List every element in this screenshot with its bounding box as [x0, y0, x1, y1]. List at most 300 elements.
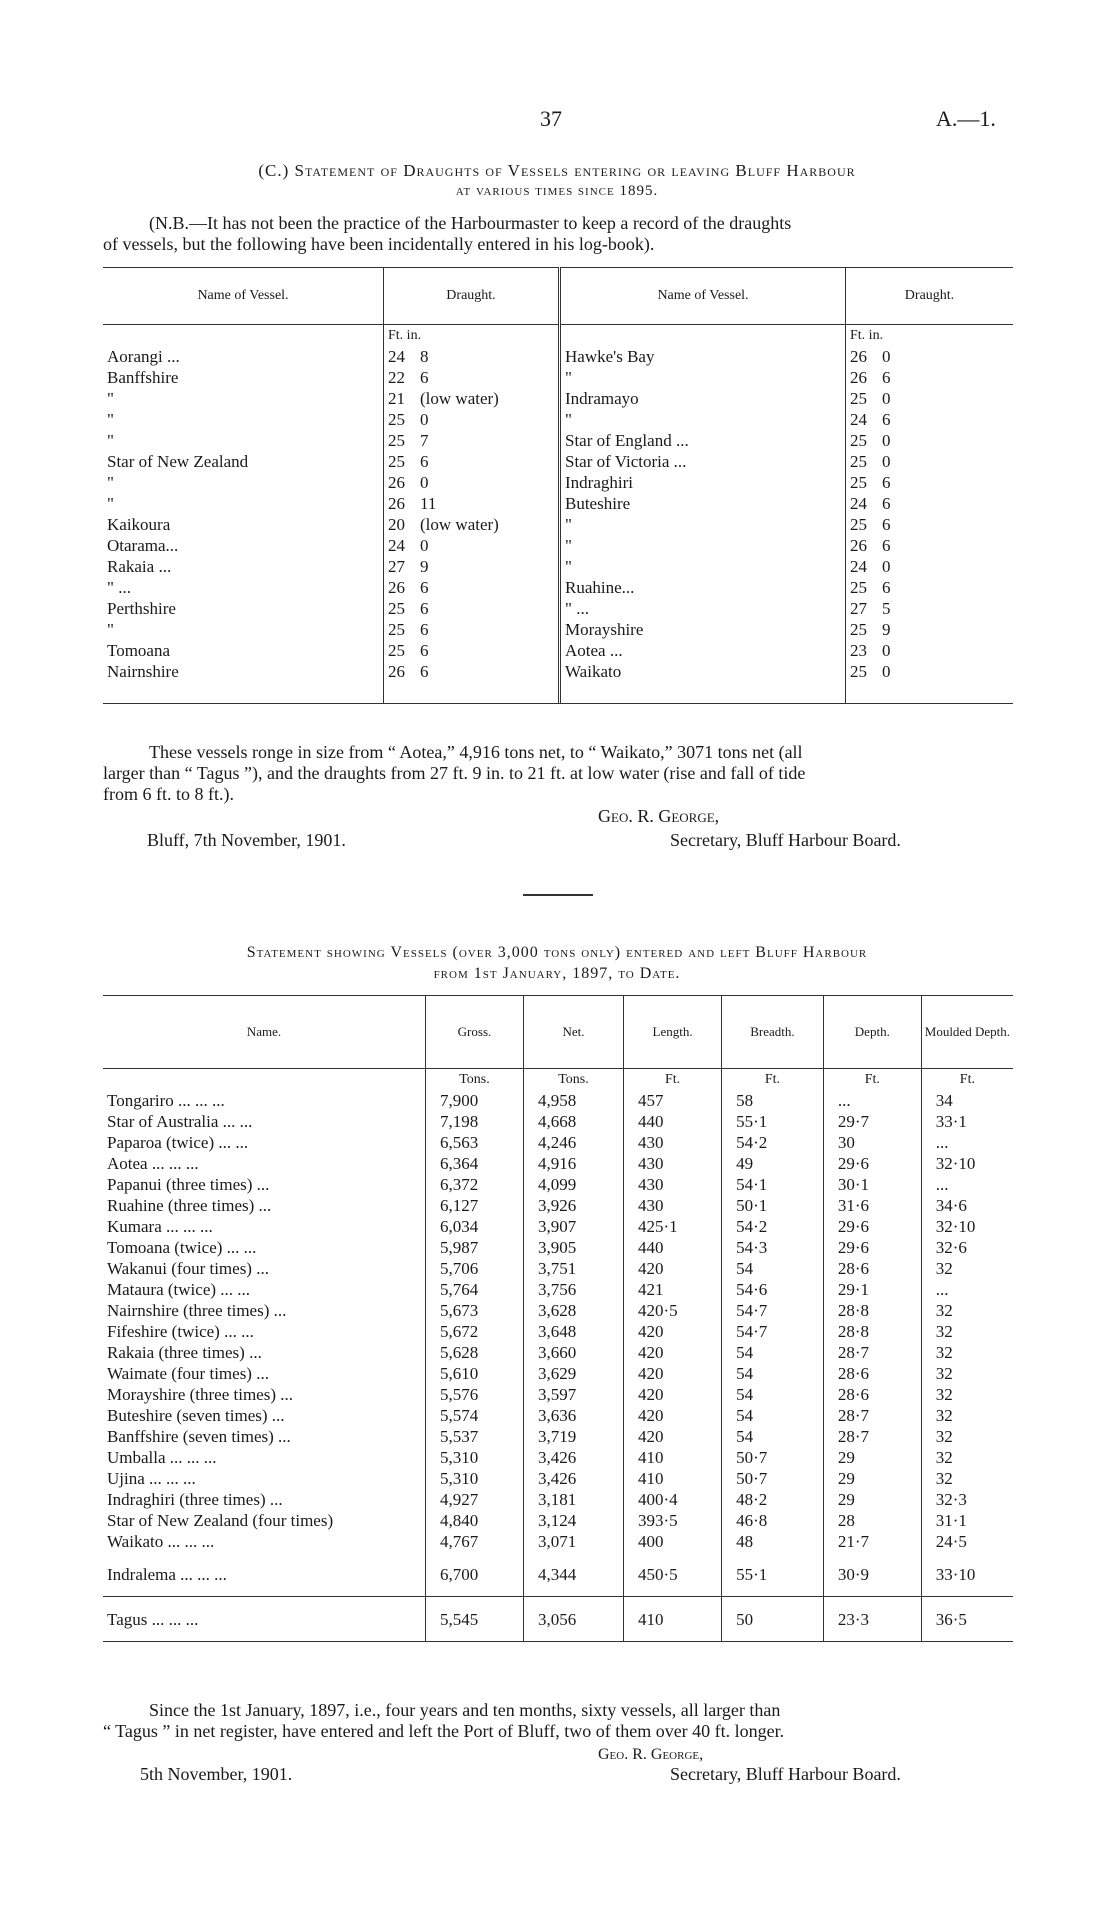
draught-value	[384, 535, 560, 556]
cell-moulded: 32	[935, 1427, 953, 1446]
draught-feet: 24	[850, 410, 867, 429]
cell-depth: 28·6	[823, 1363, 921, 1384]
vessel-row	[103, 1279, 1013, 1300]
vessel-name	[560, 577, 846, 598]
cell-gross: 6,034	[425, 1216, 523, 1237]
draught-inches: (low water)	[420, 389, 499, 408]
draught-inches: 6	[882, 368, 891, 387]
draught-row	[103, 619, 1013, 640]
cell-name: Star of Australia ... ...	[103, 1111, 425, 1132]
cell-length: 420	[624, 1321, 722, 1342]
cell-breadth: 54·7	[722, 1321, 824, 1342]
summary1-line3: from 6 ft. to 8 ft.).	[103, 784, 234, 804]
vessel-row	[103, 1237, 1013, 1258]
cell-name: Umballa ... ... ...	[103, 1447, 425, 1468]
draught-value	[846, 451, 1014, 472]
draught-inches: 6	[420, 452, 429, 471]
draught-inches: 0	[420, 536, 429, 555]
draught-inches: 11	[420, 494, 437, 513]
cell-depth: 30·1	[823, 1174, 921, 1195]
cell-net: 3,905	[524, 1237, 624, 1258]
draught-inches: 6	[882, 473, 891, 492]
cell-name: Banffshire (seven times) ...	[103, 1426, 425, 1447]
cell-moulded: 34·6	[935, 1196, 967, 1215]
cell-name: Tomoana (twice) ... ...	[103, 1237, 425, 1258]
draught-feet: 25	[388, 431, 405, 450]
vessel-name-text: Star of New Zealand	[107, 452, 249, 471]
cell-net: 4,099	[524, 1174, 624, 1195]
cell-breadth: 50·7	[722, 1468, 824, 1489]
cell-moulded: 32	[935, 1301, 953, 1320]
draught-value	[384, 640, 560, 661]
draught-feet: 22	[388, 368, 405, 387]
vessel-row	[103, 1195, 1013, 1216]
vessel-name	[103, 451, 384, 472]
draught-inches: 0	[882, 557, 891, 576]
cell-breadth: 54·7	[722, 1300, 824, 1321]
vessel-name	[560, 388, 846, 409]
cell-moulded: 32	[935, 1364, 953, 1383]
draught-feet: 25	[388, 620, 405, 639]
cell-gross: 4,767	[425, 1531, 523, 1552]
vessel-row	[103, 1174, 1013, 1195]
document-reference: A.—1.	[936, 106, 996, 131]
cell-moulded: 36·5	[935, 1609, 967, 1629]
cell-breadth: 48	[722, 1531, 824, 1552]
cell-net: 3,719	[524, 1426, 624, 1447]
cell-name: Waimate (four times) ...	[103, 1363, 425, 1384]
vessel-name-text: Otarama...	[107, 536, 179, 555]
vessel-name	[103, 367, 384, 388]
draught-feet: 24	[388, 536, 405, 555]
draught-value	[384, 367, 560, 388]
cell-breadth: 55·1	[722, 1111, 824, 1132]
cell-moulded: 32	[935, 1469, 953, 1488]
draught-value	[846, 661, 1014, 682]
cell-depth: 28·6	[823, 1258, 921, 1279]
vessel-name	[560, 640, 846, 661]
draught-feet: 25	[850, 452, 867, 471]
cell-name: Indraghiri (three times) ...	[103, 1489, 425, 1510]
draught-row	[103, 514, 1013, 535]
vessel-row	[103, 1426, 1013, 1447]
section1-signatory: Geo. R. George,	[598, 806, 720, 826]
draught-value	[846, 598, 1014, 619]
cell-moulded: 32·10	[935, 1217, 976, 1236]
vessel-name-text: Waikato	[565, 662, 622, 681]
vessel-name	[103, 493, 384, 514]
page-number: 37	[540, 106, 562, 131]
cell-length: 410	[624, 1447, 722, 1468]
vessel-name	[560, 535, 846, 556]
draught-feet: 26	[388, 578, 405, 597]
vessel-row	[103, 1321, 1013, 1342]
cell-depth: 23·3	[823, 1607, 921, 1631]
cell-depth: 29·6	[823, 1153, 921, 1174]
section2-signatory-title: Secretary, Bluff Harbour Board.	[670, 1764, 901, 1784]
cell-depth: ...	[823, 1090, 921, 1111]
cell-name: Ujina ... ... ...	[103, 1468, 425, 1489]
draught-row	[103, 556, 1013, 577]
unit-depth: Ft.	[823, 1069, 921, 1091]
vessel-name-text: "	[107, 410, 114, 429]
draught-value	[846, 640, 1014, 661]
vessel-name	[560, 556, 846, 577]
cell-net: 3,597	[524, 1384, 624, 1405]
cell-gross: 5,672	[425, 1321, 523, 1342]
cell-net: 3,751	[524, 1258, 624, 1279]
cell-length: 400·4	[624, 1489, 722, 1510]
draught-inches: 6	[420, 578, 429, 597]
cell-breadth: 46·8	[722, 1510, 824, 1531]
draught-row	[103, 493, 1013, 514]
cell-breadth: 54·3	[722, 1237, 824, 1258]
cell-length: 420	[624, 1426, 722, 1447]
draught-value	[846, 346, 1014, 367]
cell-name: Ruahine (three times) ...	[103, 1195, 425, 1216]
draught-feet: 25	[850, 515, 867, 534]
cell-length: 440	[624, 1237, 722, 1258]
cell-depth: 29	[823, 1489, 921, 1510]
draught-inches: 0	[882, 431, 891, 450]
cell-net: 3,628	[524, 1300, 624, 1321]
col-moulded-depth: Moulded Depth.	[924, 1024, 1010, 1039]
cell-length: 430	[624, 1195, 722, 1216]
note-line2: of vessels, but the following have been incidentally entered in his log-book).	[103, 234, 655, 254]
vessel-name-text: Indramayo	[565, 389, 639, 408]
vessel-name	[103, 556, 384, 577]
draught-feet: 25	[388, 599, 405, 618]
vessel-name-text: Buteshire	[565, 494, 631, 513]
cell-gross: 5,610	[425, 1363, 523, 1384]
summary1-line1: These vessels ronge in size from “ Aotea,” 4,916 tons net, to “ Waikato,” 3071 tons net (all	[149, 742, 803, 762]
draught-row	[103, 451, 1013, 472]
cell-net: 3,636	[524, 1405, 624, 1426]
vessel-name-text: "	[107, 494, 114, 513]
cell-name: Star of New Zealand (four times)	[103, 1510, 425, 1531]
vessel-name	[103, 577, 384, 598]
draught-row	[103, 661, 1013, 682]
draught-value	[384, 346, 560, 367]
draught-inches: 9	[420, 557, 429, 576]
vessel-name	[103, 640, 384, 661]
vessel-row	[103, 1562, 1013, 1586]
cell-length: 400	[624, 1531, 722, 1552]
draught-inches: 6	[420, 599, 429, 618]
cell-length: 430	[624, 1174, 722, 1195]
draught-feet: 26	[850, 536, 867, 555]
draught-row	[103, 535, 1013, 556]
unit-net: Tons.	[524, 1069, 624, 1091]
cell-breadth: 48·2	[722, 1489, 824, 1510]
cell-gross: 6,127	[425, 1195, 523, 1216]
vessel-name-text: Banffshire	[107, 368, 179, 387]
draught-inches: 0	[882, 389, 891, 408]
draught-feet: 26	[388, 662, 405, 681]
summary2-line1: Since the 1st January, 1897, i.e., four years and ten months, sixty vessels, all larger than	[149, 1700, 781, 1720]
cell-moulded: 32·3	[935, 1490, 967, 1509]
cell-moulded: 33·1	[935, 1112, 967, 1131]
draught-inches: 6	[882, 578, 891, 597]
cell-net: 4,246	[524, 1132, 624, 1153]
cell-net: 3,660	[524, 1342, 624, 1363]
cell-length: 440	[624, 1111, 722, 1132]
cell-name: Buteshire (seven times) ...	[103, 1405, 425, 1426]
draught-value	[384, 598, 560, 619]
col-draught: Draught.	[384, 268, 560, 325]
draught-value	[384, 514, 560, 535]
vessel-name-text: Morayshire	[565, 620, 644, 639]
cell-length: 450·5	[624, 1562, 722, 1586]
vessel-name	[103, 661, 384, 682]
vessel-name-text: Aorangi ...	[107, 347, 180, 366]
vessel-name-text: Indraghiri	[565, 473, 633, 492]
cell-net: 3,926	[524, 1195, 624, 1216]
cell-moulded: 32	[935, 1448, 953, 1467]
draught-feet: 23	[850, 641, 867, 660]
vessel-row	[103, 1090, 1013, 1111]
draught-value	[384, 451, 560, 472]
draught-row	[103, 472, 1013, 493]
cell-name: Rakaia (three times) ...	[103, 1342, 425, 1363]
vessel-name-text: "	[107, 431, 114, 450]
cell-name: Kumara ... ... ...	[103, 1216, 425, 1237]
cell-net: 3,426	[524, 1447, 624, 1468]
cell-moulded: 32	[935, 1406, 953, 1425]
section1-title-line2: at various times since 1895.	[455, 183, 659, 199]
vessel-name-text: " ...	[107, 578, 131, 597]
col-name-vessel-2: Name of Vessel.	[560, 268, 846, 325]
draught-feet: 25	[850, 620, 867, 639]
cell-depth: 30·9	[823, 1562, 921, 1586]
cell-moulded: ...	[935, 1280, 949, 1299]
cell-net: 3,756	[524, 1279, 624, 1300]
cell-moulded: 32	[935, 1322, 953, 1341]
draught-value	[384, 472, 560, 493]
section2-summary	[103, 1700, 1013, 1742]
draught-feet: 25	[850, 662, 867, 681]
section-divider	[523, 894, 593, 896]
unit-moulded: Ft.	[959, 1072, 975, 1087]
draught-feet: 24	[388, 347, 405, 366]
cell-length: 420	[624, 1342, 722, 1363]
cell-moulded: 32	[935, 1259, 953, 1278]
draught-feet: 24	[850, 494, 867, 513]
vessel-name	[560, 493, 846, 514]
vessel-row	[103, 1342, 1013, 1363]
vessel-name-text: Tomoana	[107, 641, 171, 660]
draught-value	[846, 430, 1014, 451]
section2-place-date: 5th November, 1901.	[140, 1764, 293, 1784]
cell-name: Indralema ... ... ...	[103, 1562, 425, 1586]
unit-length: Ft.	[624, 1069, 722, 1091]
draught-value	[846, 577, 1014, 598]
col-draught-2: Draught.	[904, 288, 955, 303]
cell-breadth: 54·6	[722, 1279, 824, 1300]
cell-gross: 5,764	[425, 1279, 523, 1300]
vessel-name-text: Rakaia ...	[107, 557, 172, 576]
section2-signatory: Geo. R. George,	[598, 1746, 704, 1763]
draught-value	[846, 493, 1014, 514]
draught-value	[384, 619, 560, 640]
cell-gross: 5,574	[425, 1405, 523, 1426]
draught-row	[103, 577, 1013, 598]
cell-name: Nairnshire (three times) ...	[103, 1300, 425, 1321]
draught-inches: 0	[882, 452, 891, 471]
vessel-row	[103, 1510, 1013, 1531]
draught-inches: 7	[420, 431, 429, 450]
draught-feet: 21	[388, 389, 405, 408]
draught-value	[846, 367, 1014, 388]
draught-value	[384, 493, 560, 514]
unit-gross: Tons.	[425, 1069, 523, 1091]
cell-breadth: 50	[722, 1607, 824, 1631]
draught-inches: (low water)	[420, 515, 499, 534]
vessel-name	[103, 535, 384, 556]
cell-name: Waikato ... ... ...	[103, 1531, 425, 1552]
draught-value	[846, 472, 1014, 493]
vessel-name	[103, 388, 384, 409]
vessel-name-text: "	[107, 620, 114, 639]
vessel-name-text: Star of Victoria ...	[565, 452, 687, 471]
draught-row	[103, 640, 1013, 661]
vessel-row	[103, 1153, 1013, 1174]
cell-gross: 5,706	[425, 1258, 523, 1279]
draught-feet: 25	[850, 473, 867, 492]
col-net: Net.	[524, 996, 624, 1069]
draught-inches: 9	[882, 620, 891, 639]
col-depth: Depth.	[823, 996, 921, 1069]
cell-name: Tagus ... ... ...	[103, 1607, 425, 1631]
draught-feet: 25	[850, 578, 867, 597]
draughts-table	[103, 267, 1013, 704]
cell-length: 410	[624, 1468, 722, 1489]
cell-length: 421	[624, 1279, 722, 1300]
cell-length: 410	[624, 1607, 722, 1631]
cell-moulded: 32	[935, 1385, 953, 1404]
cell-gross: 5,310	[425, 1447, 523, 1468]
draught-value	[846, 619, 1014, 640]
draught-row	[103, 346, 1013, 367]
draught-feet: 27	[388, 557, 405, 576]
section1-title	[100, 160, 1014, 202]
vessel-row	[103, 1447, 1013, 1468]
draught-row	[103, 367, 1013, 388]
draught-value	[384, 388, 560, 409]
vessel-name	[560, 661, 846, 682]
cell-gross: 4,927	[425, 1489, 523, 1510]
cell-moulded: 32·10	[935, 1154, 976, 1173]
draught-feet: 27	[850, 599, 867, 618]
vessel-name	[103, 598, 384, 619]
draught-inches: 6	[882, 494, 891, 513]
vessel-name-text: Nairnshire	[107, 662, 179, 681]
cell-net: 3,124	[524, 1510, 624, 1531]
draught-value	[384, 430, 560, 451]
vessel-row	[103, 1363, 1013, 1384]
cell-length: 430	[624, 1153, 722, 1174]
draught-inches: 0	[882, 662, 891, 681]
vessel-name	[103, 346, 384, 367]
cell-length: 420	[624, 1258, 722, 1279]
draught-row	[103, 388, 1013, 409]
vessel-name	[560, 472, 846, 493]
cell-depth: 30	[823, 1132, 921, 1153]
vessel-name-text: "	[565, 410, 572, 429]
draught-inches: 6	[420, 662, 429, 681]
cell-name: Morayshire (three times) ...	[103, 1384, 425, 1405]
cell-net: 3,648	[524, 1321, 624, 1342]
vessel-name-text: Kaikoura	[107, 515, 171, 534]
draught-feet: 26	[388, 494, 405, 513]
cell-gross: 6,372	[425, 1174, 523, 1195]
cell-name: Fifeshire (twice) ... ...	[103, 1321, 425, 1342]
draught-inches: 6	[882, 536, 891, 555]
col-breadth: Breadth.	[722, 996, 824, 1069]
draught-inches: 6	[882, 515, 891, 534]
cell-length: 420·5	[624, 1300, 722, 1321]
section1-place-date: Bluff, 7th November, 1901.	[147, 830, 346, 850]
draught-value	[384, 577, 560, 598]
cell-depth: 28·8	[823, 1300, 921, 1321]
cell-depth: 29·6	[823, 1216, 921, 1237]
cell-depth: 29·1	[823, 1279, 921, 1300]
cell-net: 4,958	[524, 1090, 624, 1111]
draught-inches: 0	[420, 410, 429, 429]
draught-feet: 26	[388, 473, 405, 492]
cell-breadth: 54·1	[722, 1174, 824, 1195]
cell-moulded: ...	[935, 1133, 949, 1152]
draught-feet: 26	[850, 368, 867, 387]
cell-length: 457	[624, 1090, 722, 1111]
cell-depth: 29·6	[823, 1237, 921, 1258]
unit-ft-in: Ft. in.	[384, 325, 560, 347]
draught-value	[384, 409, 560, 430]
col-name-vessel: Name of Vessel.	[103, 268, 384, 325]
section2-title-line1: Statement showing Vessels (over 3,000 tons only) entered and left Bluff Harbour	[246, 944, 868, 961]
cell-breadth: 54	[722, 1426, 824, 1447]
vessel-name	[103, 619, 384, 640]
cell-moulded: 24·5	[935, 1532, 967, 1551]
cell-moulded: 34	[935, 1091, 953, 1110]
cell-net: 3,056	[524, 1607, 624, 1631]
cell-breadth: 50·1	[722, 1195, 824, 1216]
cell-name: Wakanui (four times) ...	[103, 1258, 425, 1279]
note-line1: (N.B.—It has not been the practice of the Harbourmaster to keep a record of the draughts	[149, 213, 792, 233]
cell-breadth: 54	[722, 1405, 824, 1426]
draught-feet: 25	[850, 389, 867, 408]
section1-summary	[103, 742, 1013, 805]
draught-value	[846, 535, 1014, 556]
section1-title-line1: (C.) Statement of Draughts of Vessels entering or leaving Bluff Harbour	[258, 161, 856, 180]
draught-feet: 25	[388, 641, 405, 660]
cell-length: 420	[624, 1363, 722, 1384]
cell-breadth: 54	[722, 1384, 824, 1405]
section2-title-line2: from 1st January, 1897, to Date.	[433, 965, 681, 982]
vessel-name-text: Aotea ...	[565, 641, 623, 660]
vessel-name-text: " ...	[565, 599, 589, 618]
draught-inches: 5	[882, 599, 891, 618]
section1-note	[103, 213, 1013, 255]
col-length: Length.	[624, 996, 722, 1069]
vessel-row	[103, 1607, 1013, 1631]
col-gross: Gross.	[425, 996, 523, 1069]
section2-title	[100, 942, 1014, 984]
vessel-row	[103, 1489, 1013, 1510]
draught-value	[384, 661, 560, 682]
cell-name: Paparoa (twice) ... ...	[103, 1132, 425, 1153]
cell-net: 4,916	[524, 1153, 624, 1174]
